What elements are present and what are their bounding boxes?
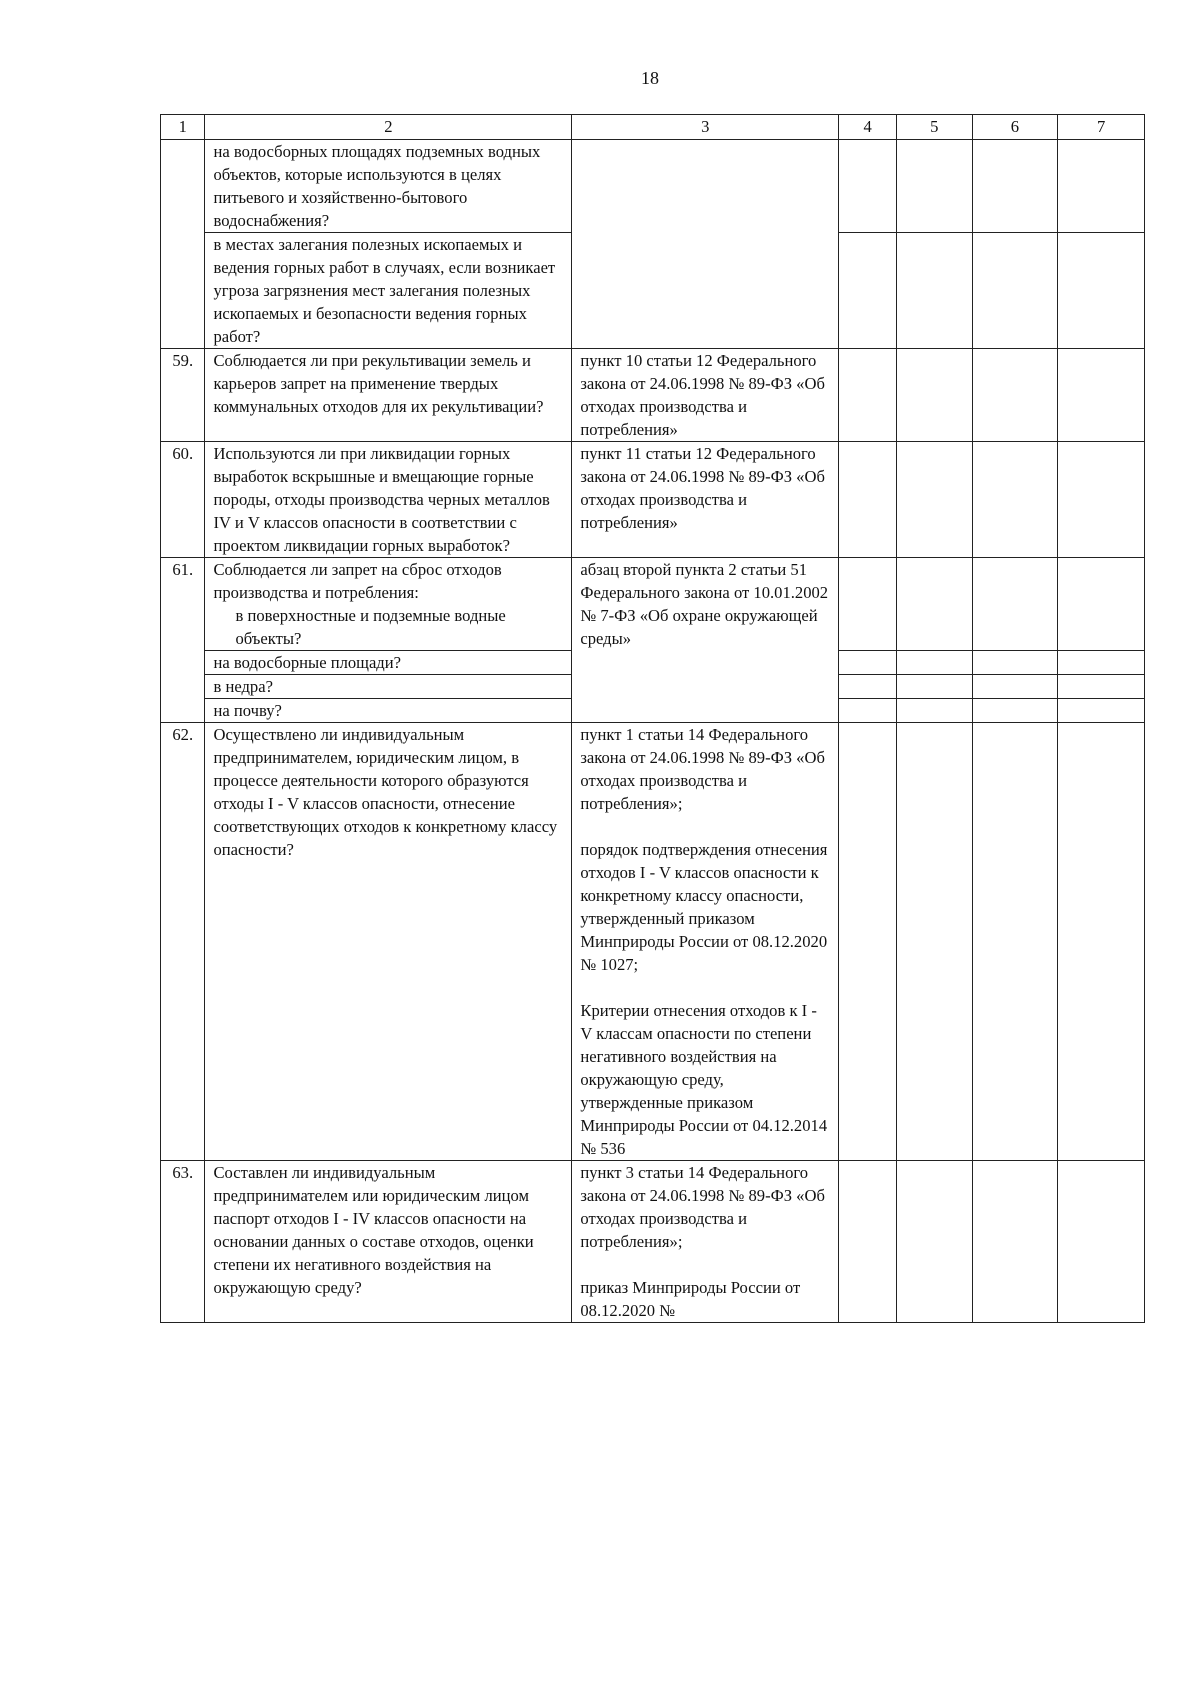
table-row: [161, 349, 1145, 442]
answer-cell: [1058, 233, 1145, 349]
column-header: 7: [1058, 115, 1145, 140]
question-subitem: в поверхностные и подземные водные объекты?: [235, 606, 506, 648]
answer-cell: [839, 558, 897, 651]
question-intro: Соблюдается ли запрет на сброс отходов производства и потребления:: [213, 560, 502, 602]
column-header: 1: [161, 115, 205, 140]
question-cell: в недра?: [205, 675, 572, 699]
row-number: 60.: [161, 442, 205, 558]
answer-cell: [972, 233, 1058, 349]
answer-cell: [972, 651, 1058, 675]
answer-cell: [972, 675, 1058, 699]
column-header: 3: [572, 115, 839, 140]
answer-cell: [1058, 140, 1145, 233]
row-number: 63.: [161, 1161, 205, 1323]
column-header: 4: [839, 115, 897, 140]
question-cell: Составлен ли индивидуальным предпринимателем или юридическим лицом паспорт отходов I - IV классов опасности на основании данных о составе отходов, оценки степени их негативного воздействия на окружающую среду?: [205, 1161, 572, 1323]
answer-cell: [1058, 1161, 1145, 1323]
answer-cell: [1058, 442, 1145, 558]
answer-cell: [1058, 558, 1145, 651]
page-number: 18: [641, 68, 659, 88]
answer-cell: [972, 140, 1058, 233]
answer-cell: [972, 1161, 1058, 1323]
answer-cell: [1058, 723, 1145, 1161]
answer-cell: [972, 442, 1058, 558]
answer-cell: [1058, 699, 1145, 723]
answer-cell: [972, 558, 1058, 651]
answer-cell: [897, 651, 973, 675]
answer-cell: [839, 651, 897, 675]
table-row: [161, 442, 1145, 558]
row-number: 59.: [161, 349, 205, 442]
basis-cell: абзац второй пункта 2 статьи 51 Федерального закона от 10.01.2002 № 7-ФЗ «Об охране окружающей среды»: [572, 558, 839, 723]
table-row: [161, 140, 1145, 233]
answer-cell: [839, 699, 897, 723]
question-cell: Используются ли при ликвидации горных выработок вскрышные и вмещающие горные породы, отходы производства черных металлов IV и V классов опасности в соответствии с проектом ликвидации горных выработок?: [205, 442, 572, 558]
column-header: 6: [972, 115, 1058, 140]
answer-cell: [839, 349, 897, 442]
table-row: [161, 723, 1145, 1161]
row-number: [161, 140, 205, 349]
table-header-row: [161, 115, 1145, 140]
column-header: 2: [205, 115, 572, 140]
answer-cell: [897, 349, 973, 442]
answer-cell: [897, 723, 973, 1161]
question-cell: Соблюдается ли при рекультивации земель и карьеров запрет на применение твердых коммунальных отходов для их рекультивации?: [205, 349, 572, 442]
question-cell: [205, 558, 572, 651]
answer-cell: [839, 233, 897, 349]
basis-cell: пункт 3 статьи 14 Федерального закона от 24.06.1998 № 89-ФЗ «Об отходах производства и потребления»; приказ Минприроды России от 08.12.2020 №: [572, 1161, 839, 1323]
answer-cell: [1058, 349, 1145, 442]
answer-cell: [839, 140, 897, 233]
basis-cell: пункт 11 статьи 12 Федерального закона от 24.06.1998 № 89-ФЗ «Об отходах производства и потребления»: [572, 442, 839, 558]
answer-cell: [839, 442, 897, 558]
answer-cell: [839, 1161, 897, 1323]
answer-cell: [1058, 675, 1145, 699]
question-cell: на почву?: [205, 699, 572, 723]
answer-cell: [972, 699, 1058, 723]
answer-cell: [897, 233, 973, 349]
answer-cell: [897, 699, 973, 723]
row-number: 61.: [161, 558, 205, 723]
answer-cell: [897, 675, 973, 699]
answer-cell: [897, 1161, 973, 1323]
answer-cell: [972, 349, 1058, 442]
answer-cell: [897, 442, 973, 558]
answer-cell: [1058, 651, 1145, 675]
question-cell: на водосборных площадях подземных водных объектов, которые используются в целях питьевого и хозяйственно-бытового водоснабжения?: [205, 140, 572, 233]
answer-cell: [839, 723, 897, 1161]
answer-cell: [839, 675, 897, 699]
question-cell: в местах залегания полезных ископаемых и ведения горных работ в случаях, если возникает угроза загрязнения мест залегания полезных ископаемых и безопасности ведения горных работ?: [205, 233, 572, 349]
basis-cell: пункт 10 статьи 12 Федерального закона от 24.06.1998 № 89-ФЗ «Об отходах производства и потребления»: [572, 349, 839, 442]
checklist-table: [160, 114, 1145, 1323]
answer-cell: [972, 723, 1058, 1161]
row-number: 62.: [161, 723, 205, 1161]
question-cell: на водосборные площади?: [205, 651, 572, 675]
basis-cell: [572, 140, 839, 349]
column-header: 5: [897, 115, 973, 140]
answer-cell: [897, 558, 973, 651]
table-row: [161, 1161, 1145, 1323]
answer-cell: [897, 140, 973, 233]
table-row: [161, 558, 1145, 651]
question-cell: Осуществлено ли индивидуальным предпринимателем, юридическим лицом, в процессе деятельности которого образуются отходы I - V классов опасности, отнесение соответствующих отходов к конкретному классу опасности?: [205, 723, 572, 1161]
basis-cell: пункт 1 статьи 14 Федерального закона от 24.06.1998 № 89-ФЗ «Об отходах производства и потребления»; порядок подтверждения отнесения отходов I - V классов опасности к конкретному классу опасности, утвержденный приказом Минприроды России от 08.12.2020 № 1027; Критерии отнесения отходов к I - V классам опасности по степени негативного воздействия на окружающую среду, утвержденные приказом Минприроды России от 04.12.2014 № 536: [572, 723, 839, 1161]
